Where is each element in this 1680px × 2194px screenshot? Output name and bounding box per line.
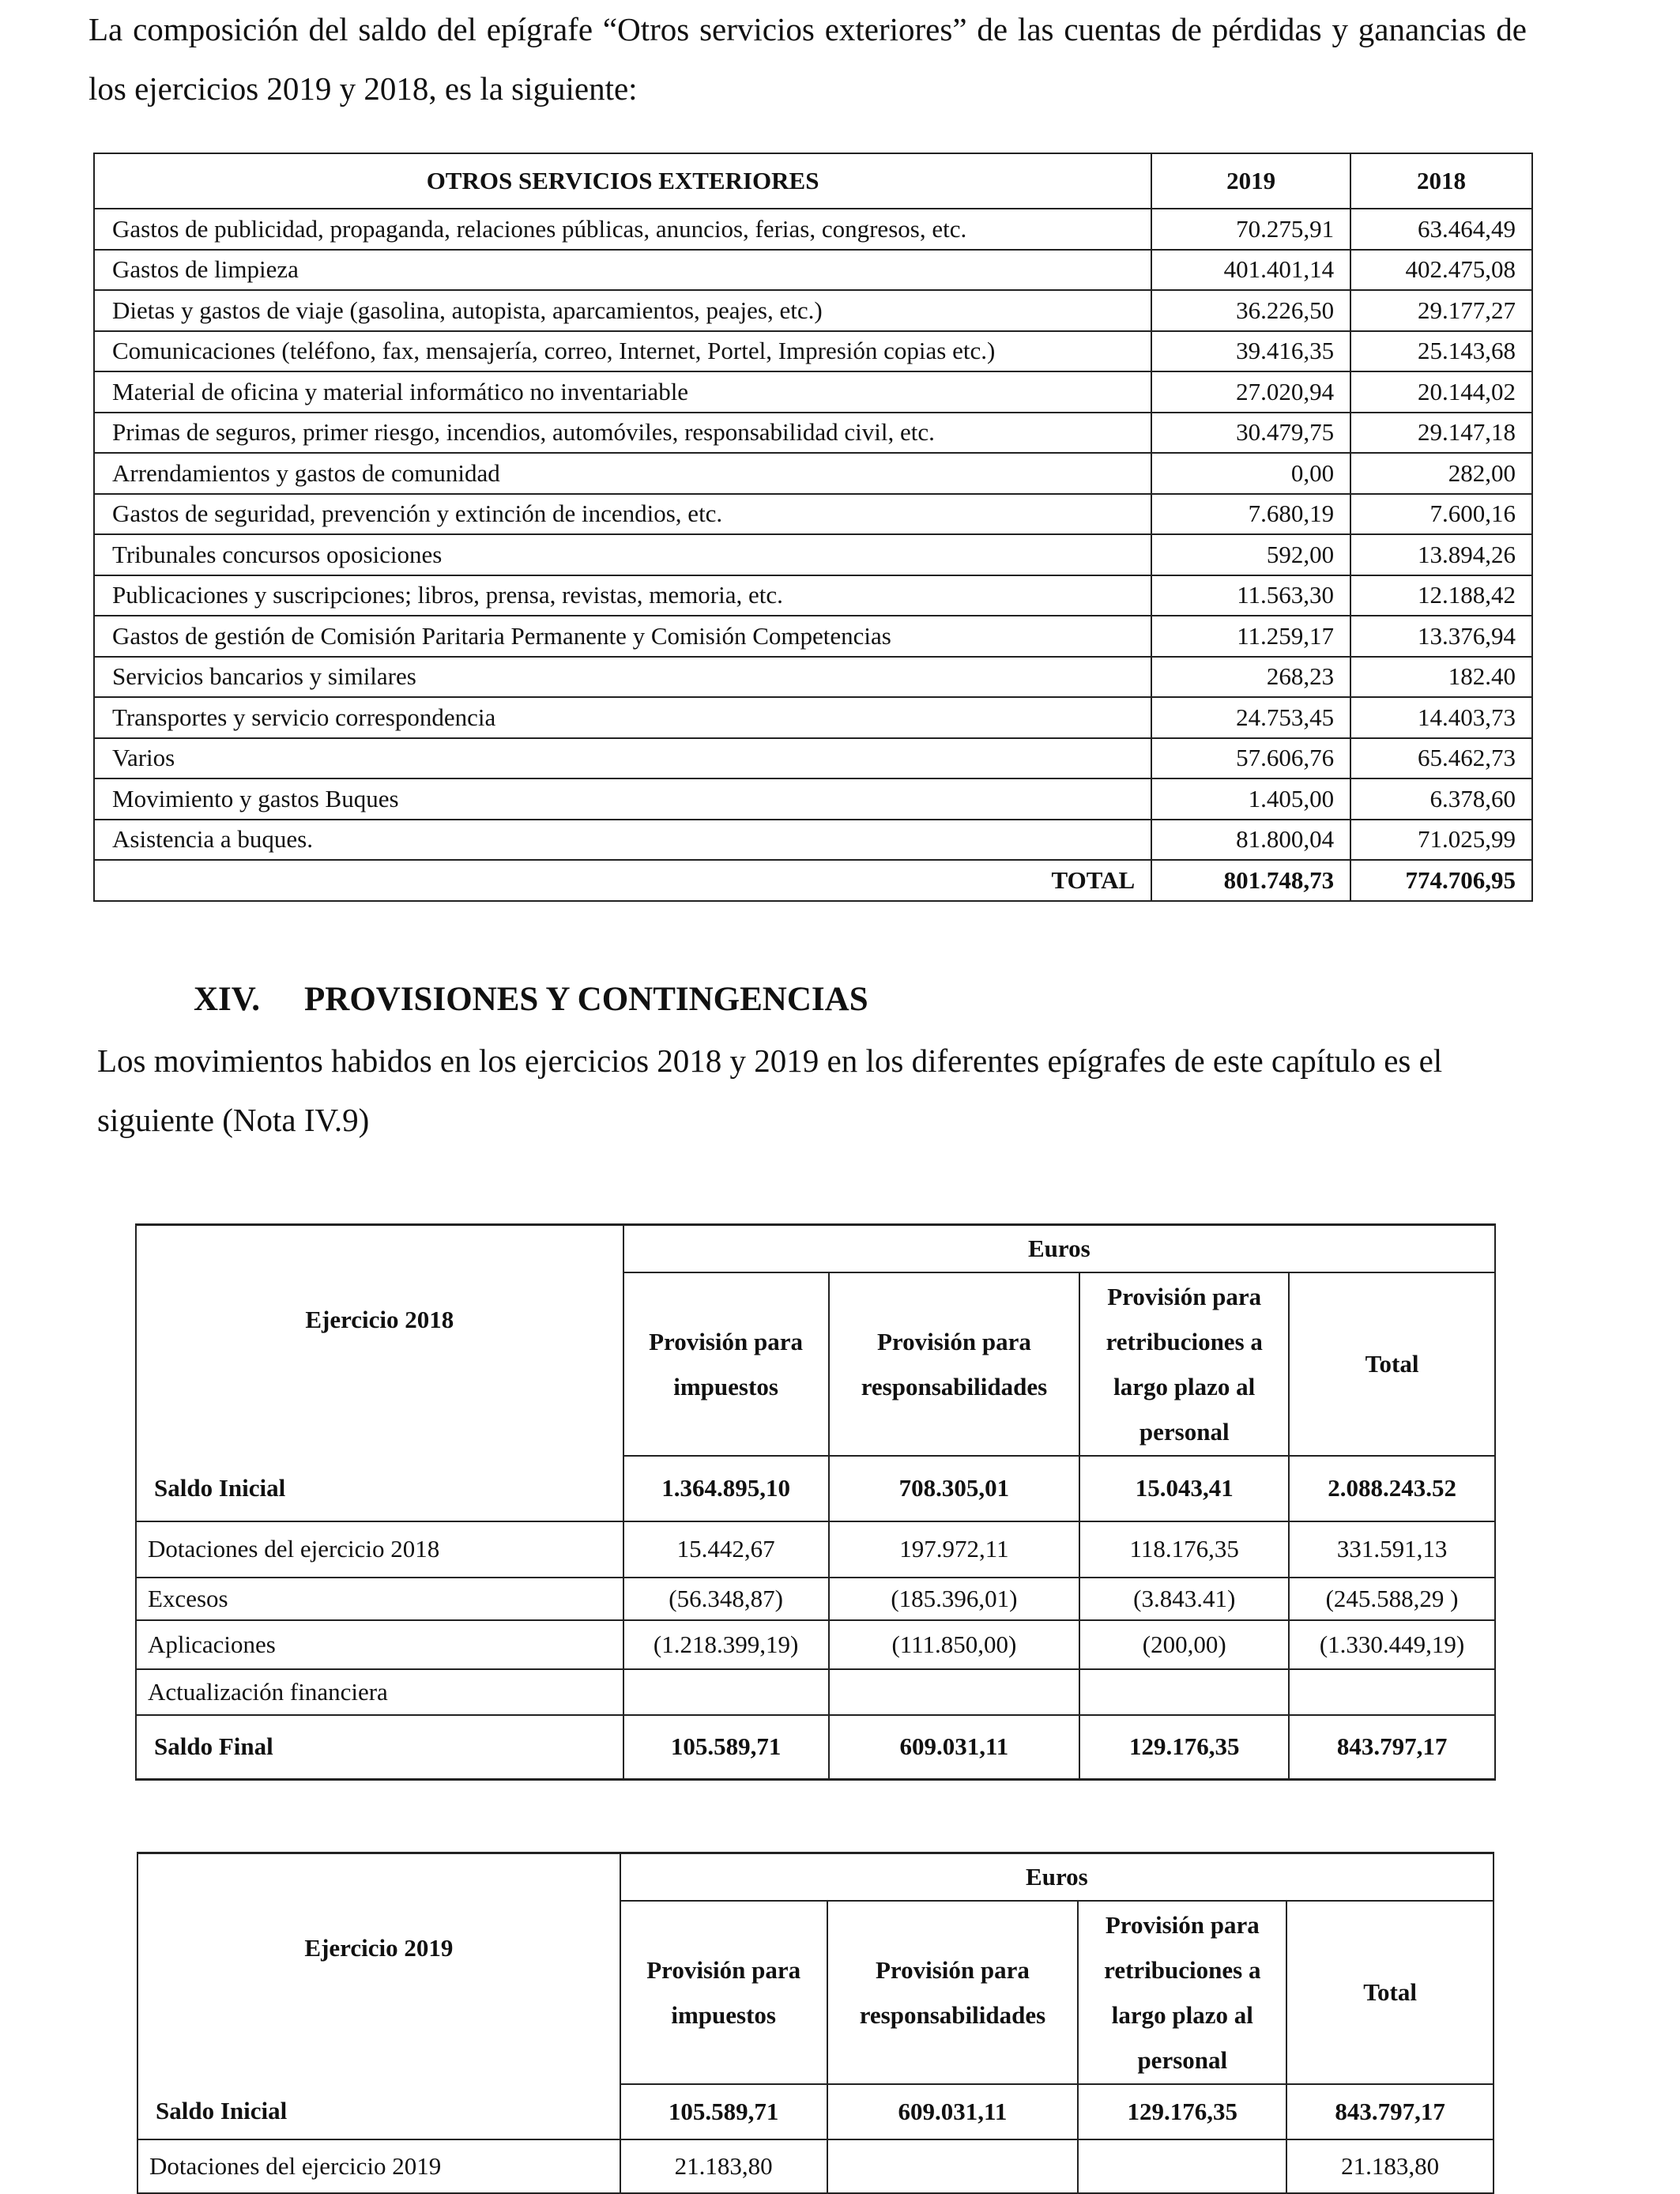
header-impuestos: Provisión para impuestos bbox=[623, 1272, 829, 1456]
table-row bbox=[94, 820, 1532, 861]
table-row bbox=[94, 209, 1532, 250]
cell-2018: 14.403,73 bbox=[1350, 697, 1532, 738]
cell-retribuciones: 15.043,41 bbox=[1079, 1456, 1289, 1521]
row-label: Aplicaciones bbox=[136, 1620, 623, 1669]
row-concept: Varios bbox=[94, 738, 1151, 779]
row-label: Dotaciones del ejercicio 2018 bbox=[136, 1521, 623, 1578]
total-2018: 774.706,95 bbox=[1350, 860, 1532, 901]
cell-2019: 24.753,45 bbox=[1151, 697, 1350, 738]
row-concept: Dietas y gastos de viaje (gasolina, autopista, aparcamientos, peajes, etc.) bbox=[94, 290, 1151, 331]
row-concept: Primas de seguros, primer riesgo, incendios, automóviles, responsabilidad civil, etc. bbox=[94, 413, 1151, 454]
table-header-row bbox=[94, 153, 1532, 209]
cell-2018: 7.600,16 bbox=[1350, 494, 1532, 535]
cell-responsabilidades: 609.031,11 bbox=[827, 2084, 1079, 2139]
header-total: Total bbox=[1286, 1901, 1494, 2084]
cell-2019: 7.680,19 bbox=[1151, 494, 1350, 535]
row-label: Saldo Inicial bbox=[136, 1456, 623, 1521]
cell-responsabilidades bbox=[829, 1669, 1080, 1715]
cell-total: (245.588,29 ) bbox=[1289, 1578, 1495, 1620]
cell-2019: 401.401,14 bbox=[1151, 250, 1350, 291]
table-row bbox=[94, 250, 1532, 291]
cell-2019: 592,00 bbox=[1151, 534, 1350, 575]
header-total: Total bbox=[1289, 1272, 1495, 1456]
table-row bbox=[94, 534, 1532, 575]
row-concept: Gastos de seguridad, prevención y extinción de incendios, etc. bbox=[94, 494, 1151, 535]
provisiones-2019-table bbox=[137, 1852, 1494, 2194]
row-concept: Publicaciones y suscripciones; libros, prensa, revistas, memoria, etc. bbox=[94, 575, 1151, 616]
cell-2018: 13.894,26 bbox=[1350, 534, 1532, 575]
cell-2018: 65.462,73 bbox=[1350, 738, 1532, 779]
cell-2019: 81.800,04 bbox=[1151, 820, 1350, 861]
saldo-inicial-row bbox=[136, 1456, 1495, 1521]
section-title: PROVISIONES Y CONTINGENCIAS bbox=[304, 981, 868, 1018]
saldo-inicial-row bbox=[137, 2084, 1494, 2139]
cell-2018: 71.025,99 bbox=[1350, 820, 1532, 861]
header-retribuciones: Provisión para retribuciones a largo plazo al personal bbox=[1078, 1901, 1286, 2084]
row-concept: Material de oficina y material informático no inventariable bbox=[94, 371, 1151, 413]
row-concept: Tribunales concursos oposiciones bbox=[94, 534, 1151, 575]
cell-impuestos: 105.589,71 bbox=[620, 2084, 827, 2139]
cell-2019: 11.563,30 bbox=[1151, 575, 1350, 616]
header-retribuciones: Provisión para retribuciones a largo plazo al personal bbox=[1079, 1272, 1289, 1456]
table-row bbox=[136, 1620, 1495, 1669]
cell-total: 21.183,80 bbox=[1286, 2139, 1494, 2193]
cell-2019: 0,00 bbox=[1151, 453, 1350, 494]
cell-retribuciones bbox=[1079, 1669, 1289, 1715]
cell-2019: 57.606,76 bbox=[1151, 738, 1350, 779]
cell-total bbox=[1289, 1669, 1495, 1715]
cell-2019: 11.259,17 bbox=[1151, 616, 1350, 657]
cell-2018: 25.143,68 bbox=[1350, 331, 1532, 372]
ejercicio-2019-title: Ejercicio 2019 bbox=[137, 1853, 620, 2084]
cell-retribuciones: (200,00) bbox=[1079, 1620, 1289, 1669]
cell-responsabilidades: 197.972,11 bbox=[829, 1521, 1080, 1578]
euros-header: Euros bbox=[623, 1225, 1495, 1272]
row-label: Actualización financiera bbox=[136, 1669, 623, 1715]
header-responsabilidades: Provisión para responsabilidades bbox=[827, 1901, 1079, 2084]
intro-paragraph: La composición del saldo del epígrafe “Otros servicios exteriores” de las cuentas de pérdidas y ganancias de los ejercicios 2019 y 2018, es la siguiente: bbox=[89, 11, 1527, 107]
cell-2018: 12.188,42 bbox=[1350, 575, 1532, 616]
cell-total: (1.330.449,19) bbox=[1289, 1620, 1495, 1669]
cell-responsabilidades: (111.850,00) bbox=[829, 1620, 1080, 1669]
table-row bbox=[136, 1669, 1495, 1715]
otros-servicios-table bbox=[93, 153, 1533, 902]
table-row bbox=[136, 1578, 1495, 1620]
table-row bbox=[94, 657, 1532, 698]
cell-2018: 20.144,02 bbox=[1350, 371, 1532, 413]
cell-impuestos: (56.348,87) bbox=[623, 1578, 829, 1620]
cell-impuestos: 15.442,67 bbox=[623, 1521, 829, 1578]
cell-retribuciones bbox=[1078, 2139, 1286, 2193]
cell-retribuciones: 129.176,35 bbox=[1078, 2084, 1286, 2139]
table-row bbox=[94, 453, 1532, 494]
row-concept: Transportes y servicio correspondencia bbox=[94, 697, 1151, 738]
row-concept: Servicios bancarios y similares bbox=[94, 657, 1151, 698]
cell-responsabilidades: (185.396,01) bbox=[829, 1578, 1080, 1620]
table-row bbox=[94, 738, 1532, 779]
ejercicio-2018-title: Ejercicio 2018 bbox=[136, 1225, 623, 1456]
row-label: Saldo Inicial bbox=[137, 2084, 620, 2139]
cell-2019: 36.226,50 bbox=[1151, 290, 1350, 331]
cell-2019: 30.479,75 bbox=[1151, 413, 1350, 454]
cell-2019: 27.020,94 bbox=[1151, 371, 1350, 413]
header-impuestos: Provisión para impuestos bbox=[620, 1901, 827, 2084]
table-row bbox=[94, 413, 1532, 454]
cell-impuestos bbox=[623, 1669, 829, 1715]
cell-total: 2.088.243.52 bbox=[1289, 1456, 1495, 1521]
header-responsabilidades: Provisión para responsabilidades bbox=[829, 1272, 1080, 1456]
cell-2018: 182.40 bbox=[1350, 657, 1532, 698]
cell-retribuciones: 129.176,35 bbox=[1079, 1715, 1289, 1780]
table-row bbox=[94, 494, 1532, 535]
table-row bbox=[137, 2139, 1494, 2193]
row-concept: Gastos de gestión de Comisión Paritaria Permanente y Comisión Competencias bbox=[94, 616, 1151, 657]
table-row bbox=[94, 778, 1532, 820]
cell-2019: 70.275,91 bbox=[1151, 209, 1350, 250]
table-row bbox=[94, 575, 1532, 616]
euros-header: Euros bbox=[620, 1853, 1494, 1901]
cell-2018: 13.376,94 bbox=[1350, 616, 1532, 657]
header-2019: 2019 bbox=[1151, 153, 1350, 209]
cell-2019: 268,23 bbox=[1151, 657, 1350, 698]
section-number: XIV. bbox=[194, 981, 261, 1018]
table-row bbox=[94, 290, 1532, 331]
cell-2018: 29.177,27 bbox=[1350, 290, 1532, 331]
table-row bbox=[94, 371, 1532, 413]
saldo-final-row bbox=[136, 1715, 1495, 1780]
provisiones-2018-table bbox=[135, 1223, 1496, 1781]
total-2019: 801.748,73 bbox=[1151, 860, 1350, 901]
cell-responsabilidades bbox=[827, 2139, 1079, 2193]
section-heading bbox=[194, 980, 868, 1019]
cell-total: 843.797,17 bbox=[1289, 1715, 1495, 1780]
cell-2018: 6.378,60 bbox=[1350, 778, 1532, 820]
header-concept: OTROS SERVICIOS EXTERIORES bbox=[94, 153, 1151, 209]
cell-total: 331.591,13 bbox=[1289, 1521, 1495, 1578]
cell-2018: 63.464,49 bbox=[1350, 209, 1532, 250]
row-concept: Gastos de publicidad, propaganda, relaciones públicas, anuncios, ferias, congresos, etc. bbox=[94, 209, 1151, 250]
row-concept: Movimiento y gastos Buques bbox=[94, 778, 1151, 820]
table-row bbox=[94, 331, 1532, 372]
table-row bbox=[94, 616, 1532, 657]
row-concept: Gastos de limpieza bbox=[94, 250, 1151, 291]
total-row bbox=[94, 860, 1532, 901]
row-concept: Arrendamientos y gastos de comunidad bbox=[94, 453, 1151, 494]
cell-responsabilidades: 609.031,11 bbox=[829, 1715, 1080, 1780]
cell-total: 843.797,17 bbox=[1286, 2084, 1494, 2139]
cell-2018: 282,00 bbox=[1350, 453, 1532, 494]
total-label: TOTAL bbox=[94, 860, 1151, 901]
cell-2018: 29.147,18 bbox=[1350, 413, 1532, 454]
cell-impuestos: 1.364.895,10 bbox=[623, 1456, 829, 1521]
cell-responsabilidades: 708.305,01 bbox=[829, 1456, 1080, 1521]
row-concept: Comunicaciones (teléfono, fax, mensajería, correo, Internet, Portel, Impresión copias etc.) bbox=[94, 331, 1151, 372]
cell-impuestos: 105.589,71 bbox=[623, 1715, 829, 1780]
cell-2018: 402.475,08 bbox=[1350, 250, 1532, 291]
table-row bbox=[94, 697, 1532, 738]
table-row bbox=[136, 1521, 1495, 1578]
cell-2019: 39.416,35 bbox=[1151, 331, 1350, 372]
row-label: Dotaciones del ejercicio 2019 bbox=[137, 2139, 620, 2193]
cell-2019: 1.405,00 bbox=[1151, 778, 1350, 820]
header-2018: 2018 bbox=[1350, 153, 1532, 209]
cell-retribuciones: 118.176,35 bbox=[1079, 1521, 1289, 1578]
row-label: Excesos bbox=[136, 1578, 623, 1620]
cell-impuestos: (1.218.399,19) bbox=[623, 1620, 829, 1669]
provisions-paragraph: Los movimientos habidos en los ejercicios 2018 y 2019 en los diferentes epígrafes de este capítulo es el siguiente (Nota IV.9) bbox=[97, 1042, 1443, 1138]
cell-impuestos: 21.183,80 bbox=[620, 2139, 827, 2193]
cell-retribuciones: (3.843.41) bbox=[1079, 1578, 1289, 1620]
row-concept: Asistencia a buques. bbox=[94, 820, 1151, 861]
row-label: Saldo Final bbox=[136, 1715, 623, 1780]
